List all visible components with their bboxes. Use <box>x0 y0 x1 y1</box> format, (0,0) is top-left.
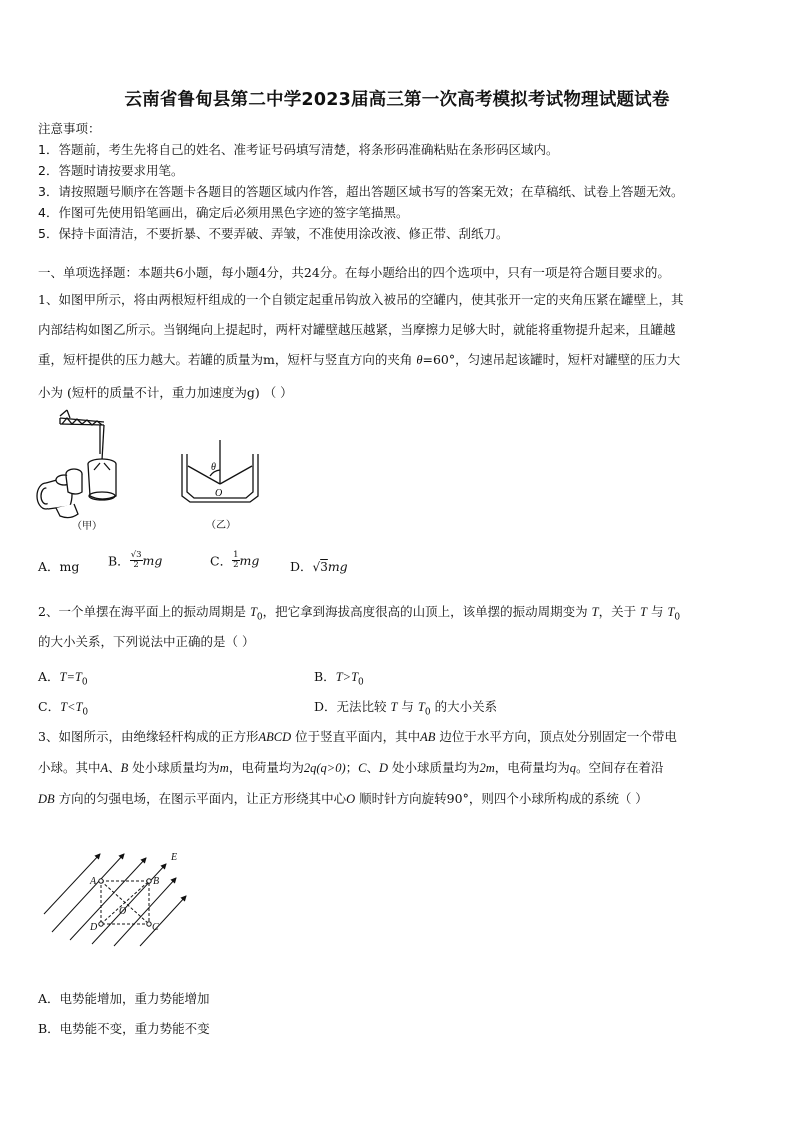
q1-option-c: C． $\frac{1}{2}$ 𝑚𝑔 <box>210 550 260 570</box>
section-heading: 一、单项选择题：本题共6小题，每小题4分，共24分。在每小题给出的四个选项中，只有一项是符合题目要求的。 <box>38 265 670 280</box>
q1-line-3: 重，短杆提供的压力越大。若罐的质量为m，短杆与竖直方向的夹角 θ=60°，匀速吊起该罐时，短杆对罐壁的压力大 <box>38 352 681 367</box>
q3-option-a: A．电势能增加，重力势能增加 <box>38 991 210 1006</box>
center-o-label: O <box>119 906 127 917</box>
q1-option-d: D．√3𝑚𝑔 <box>290 559 348 574</box>
notice-item-3: 3．请按照题号顺序在答题卡各题目的答题区域内作答，超出答题区域书写的答案无效；在草稿纸、试卷上答题无效。 <box>38 184 684 199</box>
q1-line-4: 小为 (短杆的质量不计，重力加速度为g) （ ） <box>38 385 293 400</box>
point-o-label: O <box>215 488 223 499</box>
vertex-b-label: B <box>153 876 160 887</box>
q3-line-2: 小球。其中A、B 处小球质量均为m，电荷量均为2q(q>0)；C、D 处小球质量均为2m，电荷量均为q。空间存在着沿 <box>38 760 664 775</box>
vertex-c-label: C <box>152 922 159 933</box>
vertex-d-label: D <box>90 922 98 933</box>
crane-hook-figure-jia <box>34 408 134 534</box>
q1-option-b: B． $\frac{√3}{2}$ 𝑚𝑔 <box>108 550 163 570</box>
q2-line-2: 的大小关系，下列说法中正确的是（ ） <box>38 634 255 649</box>
q2-option-b: B．$T>T_0$ <box>314 669 364 688</box>
q2-option-d: D．无法比较 T 与 $T_0$ 的大小关系 <box>314 699 498 718</box>
q3-line-1: 3、如图所示，由绝缘轻杆构成的正方形ABCD 位于竖直平面内，其中AB 边位于水平方向，顶点处分别固定一个带电 <box>38 729 677 744</box>
q3-line-3: DB 方向的匀强电场，在图示平面内，让正方形绕其中心O 顺时针方向旋转90°，则四个小球所构成的系统（ ） <box>38 791 648 806</box>
figure-caption-yi: （乙） <box>206 520 236 531</box>
notice-item-5: 5．保持卡面清洁，不要折暴、不要弄破、弄皱，不准使用涂改液、修正带、刮纸刀。 <box>38 226 509 241</box>
q2-line-1: 2、一个单摆在海平面上的振动周期是 $T_0$，把它拿到海拔高度很高的山顶上，该单摆的振动周期变为 T，关于 T 与 $T_0$ <box>38 604 681 623</box>
page-title: 云南省鲁甸县第二中学2023届高三第一次高考模拟考试物理试题试卷 <box>124 90 670 110</box>
q2-option-c: C．$T<T_0$ <box>38 699 89 718</box>
q2-option-a: A．$T=T_0$ <box>38 669 88 688</box>
field-e-label: E <box>171 852 178 863</box>
q1-line-2: 内部结构如图乙所示。当钢绳向上提起时，两杆对罐壁越压越紧，当摩擦力足够大时，就能将重物提升起来，且罐越 <box>38 322 676 337</box>
notice-heading: 注意事项： <box>38 121 101 136</box>
square-field-figure <box>40 848 190 948</box>
notice-item-4: 4．作图可先使用铅笔画出，确定后必须用黑色字迹的签字笔描黑。 <box>38 205 409 220</box>
q3-option-b: B．电势能不变，重力势能不变 <box>38 1021 210 1036</box>
figure-caption-jia: （甲） <box>72 521 102 532</box>
notice-item-2: 2．答题时请按要求用笔。 <box>38 163 184 178</box>
q1-option-a: A．mg <box>38 559 80 574</box>
theta-label: θ <box>211 462 216 473</box>
hook-structure-figure-yi <box>178 440 262 532</box>
notice-item-1: 1．答题前，考生先将自己的姓名、准考证号码填写清楚，将条形码准确粘贴在条形码区域内。 <box>38 142 559 157</box>
vertex-a-label: A <box>90 876 97 887</box>
q1-line-1: 1、如图甲所示，将由两根短杆组成的一个自锁定起重吊钩放入被吊的空罐内，使其张开一定的夹角压紧在罐壁上，其 <box>38 292 684 307</box>
